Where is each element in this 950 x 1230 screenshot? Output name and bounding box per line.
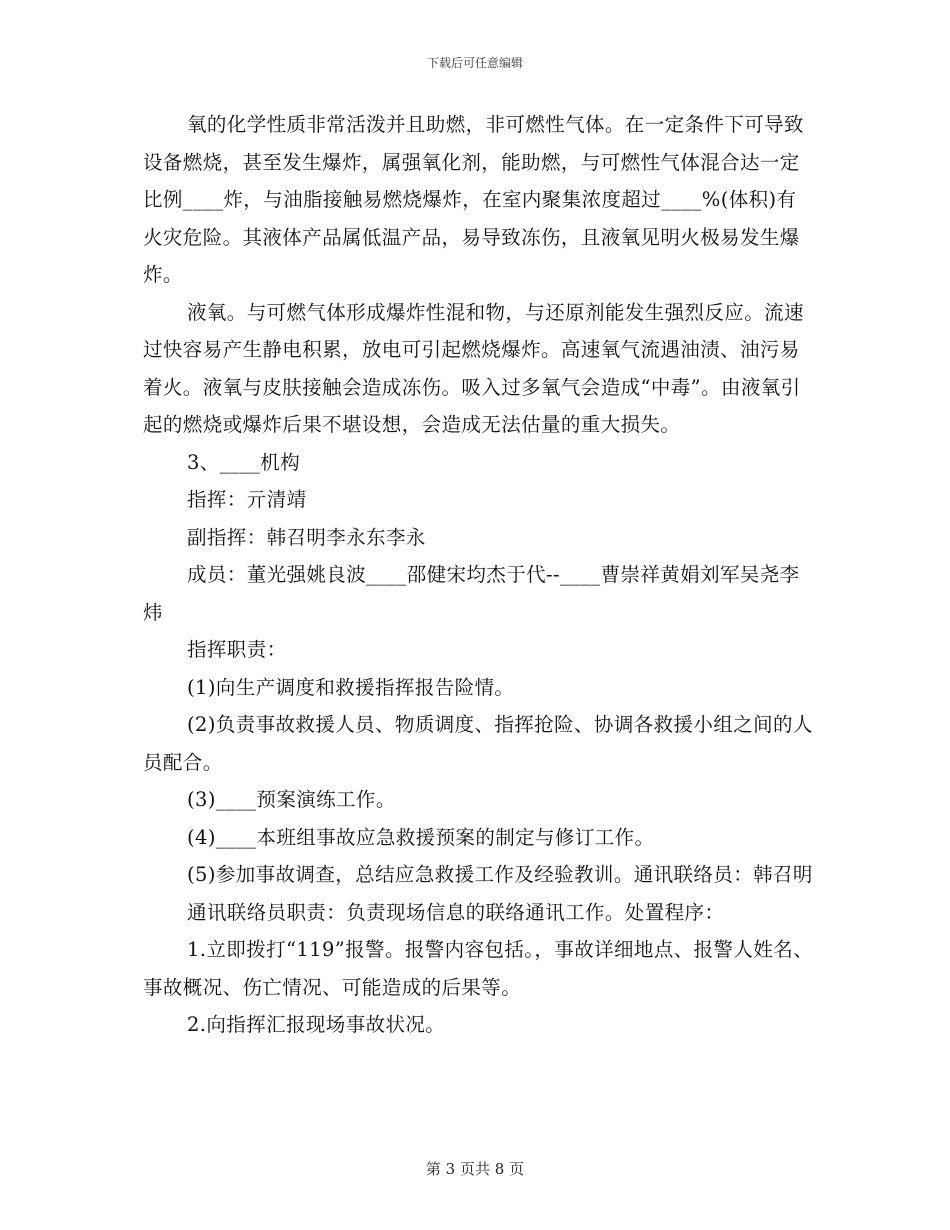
- section-heading-organization: 3、____机构: [187, 450, 301, 474]
- document-body: [143, 106, 813, 1044]
- duty-item-5: (5)参加事故调查，总结应急救援工作及经验教训。通讯联络员：韩召明: [187, 863, 813, 886]
- deputy-commander-line: 副指挥：韩召明李永东李永: [187, 525, 426, 549]
- duty-item-3: (3)____预案演练工作。: [187, 788, 396, 811]
- duty-item-2: (2)负责事故救援人员、物质调度、指挥抢险、协调各救援小组之间的人员配合。: [143, 713, 813, 774]
- paragraph-oxygen-properties: 氧的化学性质非常活泼并且助燃，非可燃性气体。在一定条件下可导致设备燃烧，甚至发生爆炸，属强氧化剂，能助燃，与可燃性气体混合达一定比例____炸，与油脂接触易燃烧爆炸，在室内聚集浓度超过____%(体积)有火灾危险。其液体产品属低温产品，易导致冻伤，且液氧见明火极易发生爆炸。: [143, 113, 804, 286]
- paragraph-liquid-oxygen: 液氧。与可燃气体形成爆炸性混和物，与还原剂能发生强烈反应。流速过快容易产生静电积累，放电可引起燃烧爆炸。高速氧气流遇油渍、油污易着火。液氧与皮肤接触会造成冻伤。吸入过多氧气会造成“中毒”。由液氧引起的燃烧或爆炸后果不堪设想，会造成无法估量的重大损失。: [143, 300, 804, 436]
- commander-line: 指挥：亓清靖: [187, 488, 307, 511]
- liaison-duties: 通讯联络员职责：负责现场信息的联络通讯工作。处置程序：: [187, 900, 725, 924]
- duty-item-4: (4)____本班组事故应急救援预案的制定与修订工作。: [187, 825, 655, 849]
- page-header: 下载后可任意编辑: [426, 56, 523, 70]
- page-footer: 第 3 页共 8 页: [425, 1160, 525, 1178]
- members-line: 成员：董光强姚良波____邵健宋均杰于代--____曹崇祥黄娟刘军吴尧李炜: [143, 563, 800, 624]
- procedure-step-1: 1.立即拨打“119”报警。报警内容包括。，事故详细地点、报警人姓名、事故概况、伤亡情况、可能造成的后果等。: [143, 938, 814, 999]
- commander-duties-heading: 指挥职责：: [187, 638, 287, 661]
- duty-item-1: (1)向生产调度和救援指挥报告险情。: [187, 675, 515, 699]
- procedure-step-2: 2.向指挥汇报现场事故状况。: [187, 1013, 446, 1036]
